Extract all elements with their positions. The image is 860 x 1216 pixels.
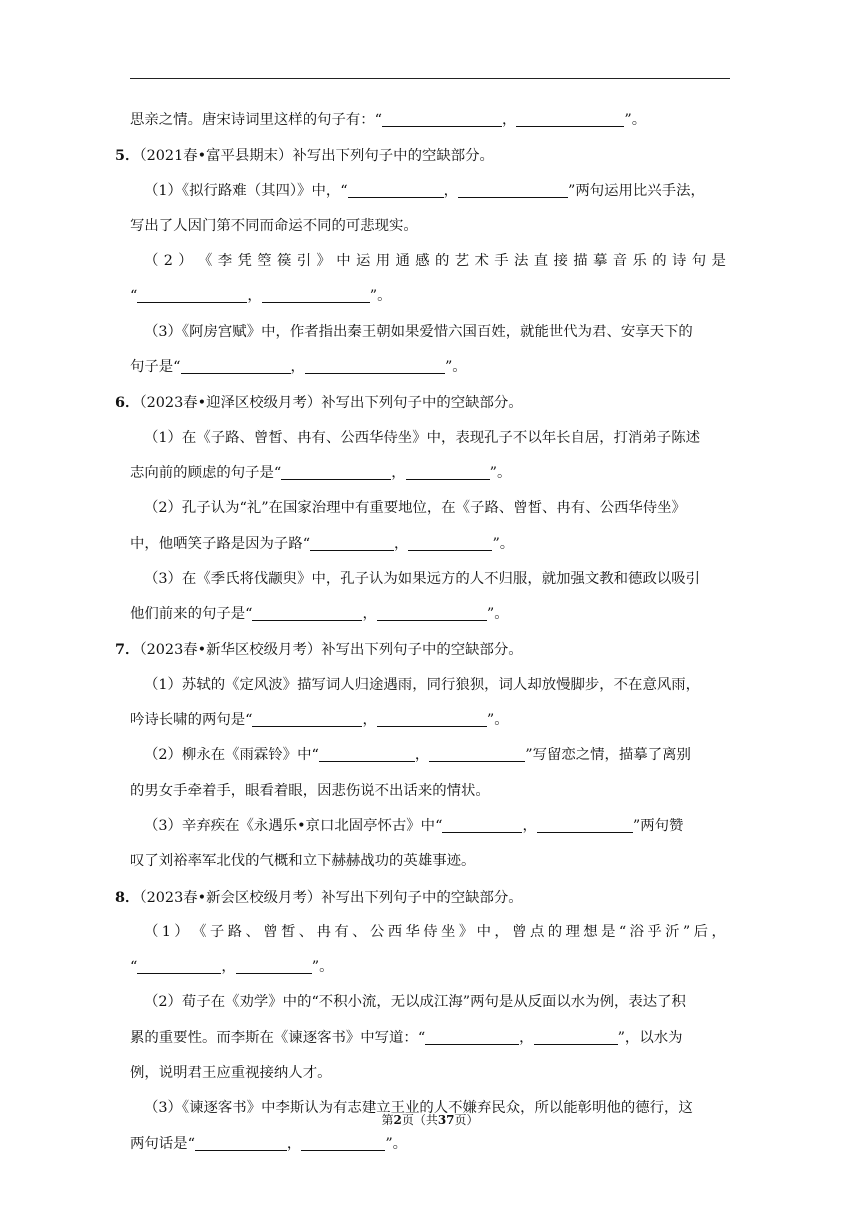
char: 感 [415,253,430,270]
char: 诗 [672,253,687,270]
char: 沂 [665,923,680,940]
char: ， [494,923,509,940]
char: （ [144,253,159,270]
char: 华 [405,923,420,940]
char: 术 [474,253,489,270]
text-line [130,809,730,844]
char: 曾 [263,923,278,940]
text: ”。 [311,959,334,976]
char: 是 [711,253,726,270]
text-line [130,103,730,138]
text: ， [519,1029,534,1046]
text: ”。 [489,464,512,481]
char: 皙 [281,923,296,940]
text-line: 例，说明君王应重视接纳人才。 [130,1065,332,1082]
char: 乐 [632,253,647,270]
question-number: 7． [115,641,140,659]
text: 吟诗长啸的两句是“ [130,712,253,729]
char: 箜 [257,253,272,270]
question-text: （2021春•富平县期末）补写出下列句子中的空缺部分。 [139,148,494,165]
char: 侍 [423,923,438,940]
text: （1）《拟行路难（其四）》中，“ [144,182,348,199]
text: ”，以水为 [617,1029,683,1046]
page-content [115,103,730,1162]
text-line [130,597,730,632]
page-total: 37 [437,1113,455,1127]
text: ”。 [486,712,509,729]
text-line [130,527,730,562]
fill-blank [137,959,221,974]
char: （ [144,923,159,940]
char: 句 [691,253,707,270]
question-text: （2023春•新会区校级月考）补写出下列句子中的空缺部分。 [139,889,523,906]
footer-text: 第 [381,1113,394,1127]
text: ， [391,464,406,481]
char: 中 [476,923,491,940]
text-line [130,1127,730,1162]
char: 冉 [316,923,331,940]
text: （2）柳永在《雨霖铃》中“ [144,747,319,764]
char: 中 [336,253,351,270]
fill-blank [442,818,522,833]
text-line [130,950,730,985]
char: ） [174,923,189,940]
char: 乎 [647,923,662,940]
text: 两句话是“ [130,1135,195,1152]
page-footer [0,1112,860,1128]
char: 有 [334,923,349,940]
fill-blank [236,959,312,974]
char: 想 [583,923,598,940]
text: 累的重要性。而李斯在《谏逐客书》中写道：“ [130,1029,426,1046]
question-number: 8． [115,888,140,906]
char: 运 [356,253,371,270]
char: 公 [369,923,385,940]
char: 篌 [277,253,292,270]
fill-blank [425,1029,519,1044]
text-line [130,350,730,385]
text: 句子是“ [130,359,181,376]
text: ， [502,112,517,128]
text: ， [522,817,537,834]
fill-blank [252,712,362,727]
text-line [130,456,730,491]
text: ”。 [444,359,467,376]
question-number: 5． [115,147,140,165]
text: ， [286,1135,302,1152]
fill-blank [382,112,502,127]
char: 曾 [512,923,527,940]
char: 《 [192,923,207,940]
question-title [115,138,730,173]
char: 点 [529,923,545,940]
char: 的 [435,253,450,270]
char: 通 [395,253,410,270]
char: 1 [161,923,171,940]
fill-blank [406,465,490,480]
text: ”两句赞 [632,817,684,834]
char: 路 [227,923,243,940]
text: ， [394,535,409,552]
justified-line [130,244,730,279]
fill-blank [281,465,391,480]
fill-blank [310,535,394,550]
text-line: （2）荀子在《劝学》中的“不积小流，无以成江海”两句是从反面以水为例，表达了积 [144,994,686,1011]
footer-text: 页（共 [401,1113,438,1127]
text-line [130,738,730,773]
char: 子 [209,923,225,940]
char: 》 [458,923,474,940]
text: 志向前的顾虑的句子是“ [130,464,282,481]
fill-blank [181,359,291,374]
header-rule [130,78,730,79]
fill-blank [305,359,445,374]
text-line: （3）在《季氏将伐颛臾》中，孔子认为如果远方的人不归服，就加强文教和德政以吸引 [144,570,701,587]
fill-blank [348,182,444,197]
text: ， [247,288,262,305]
char: 接 [553,253,568,270]
char: 、 [245,923,260,940]
question-number: 6． [115,394,140,412]
text-line: 写出了人因门第不同而命运不同的可悲现实。 [130,217,418,234]
char: 是 [601,923,616,940]
text-line: （1）苏轼的《定风波》描写词人归途遇雨，同行狼狈，词人却放慢脚步，不在意风雨， [144,676,701,693]
fill-blank [534,1029,618,1044]
text: “ [130,288,138,305]
text: ”。 [492,535,515,552]
page-number: 2 [393,1113,402,1127]
text: ”。 [369,288,392,305]
char: ， [711,923,726,940]
text: ”。 [385,1135,408,1152]
text: ， [414,747,430,764]
text: ， [443,182,458,199]
char: 的 [547,923,563,940]
text-line: 叹了刘裕率军北伐的气概和立下赫赫战功的英雄事迹。 [130,853,476,870]
char: 坐 [441,923,456,940]
fill-blank [137,288,247,303]
char: 的 [652,253,667,270]
question-text: （2023春•迎泽区校级月考）补写出下列句子中的空缺部分。 [139,395,523,412]
char: 李 [217,253,233,270]
char: 浴 [629,923,644,940]
char: 《 [198,253,213,270]
char: 》 [316,253,331,270]
text: 思亲之情。唐宋诗词里这样的句子有：“ [130,112,382,128]
text: ”。 [624,112,647,128]
char: 、 [352,923,367,940]
char: 2 [163,253,173,270]
char: 、 [298,923,314,940]
text-line: （3）《阿房宫赋》中，作者指出秦王朝如果爱惜六国百姓，就能世代为君、安享天下的 [144,323,693,340]
fill-blank [262,288,370,303]
text-line: （2）孔子认为“礼”在国家治理中有重要地位，在《子路、曾皙、冉有、公西华侍坐》 [144,500,686,517]
text: ”。 [486,606,509,623]
char: 凭 [237,253,252,270]
fill-blank [377,606,487,621]
fill-blank [195,1135,287,1150]
text: ， [290,359,305,376]
char: 用 [375,253,391,270]
char: 描 [573,253,588,270]
text-line [130,279,730,314]
text: ， [221,959,236,976]
fill-blank [252,606,362,621]
text: 中，他哂笑子路是因为子路“ [130,535,311,552]
text: “ [130,959,138,976]
text-line [130,1021,730,1056]
char: 后 [693,923,709,940]
fill-blank [319,747,415,762]
text-line: （1）在《子路、曾皙、冉有、公西华侍坐》中，表现孔子不以年长自居，打消弟子陈述 [144,429,701,446]
fill-blank [377,712,487,727]
justified-line [130,915,730,950]
footer-text: 页） [454,1113,479,1127]
question-title [115,880,730,915]
char: 艺 [454,253,470,270]
question-title [115,632,730,667]
char: 直 [533,253,549,270]
char: 理 [565,923,580,940]
fill-blank [458,182,568,197]
text: ”写留恋之情，描摹了离别 [525,747,691,764]
text-line: 的男女手牵着手，眼看着眼，因悲伤说不出话来的情状。 [130,782,490,799]
char: 引 [296,253,312,270]
text-line [130,703,730,738]
text: （3）辛弃疾在《永遇乐•京口北固亭怀古》中“ [144,817,443,834]
char: 音 [612,253,628,270]
fill-blank [516,112,624,127]
text-line [130,174,730,209]
text-line: （3）《谏逐客书》中李斯认为有志建立王业的人不嫌弃民众，所以能彰明他的德行，这 [144,1100,693,1117]
char: 手 [494,253,509,270]
char: 摹 [593,253,608,270]
text: 他们前来的句子是“ [130,606,253,623]
text: ”两句运用比兴手法， [568,182,705,199]
char: ” [682,923,691,940]
text: ， [362,606,377,623]
question-text: （2023春•新华区校级月考）补写出下列句子中的空缺部分。 [139,642,523,659]
char: “ [618,923,627,940]
text: ， [362,712,377,729]
char: 法 [514,253,529,270]
fill-blank [537,818,633,833]
question-title [115,385,730,420]
fill-blank [429,747,525,762]
char: ） [178,253,193,270]
char: 西 [387,923,403,940]
fill-blank [301,1135,385,1150]
fill-blank [408,535,492,550]
